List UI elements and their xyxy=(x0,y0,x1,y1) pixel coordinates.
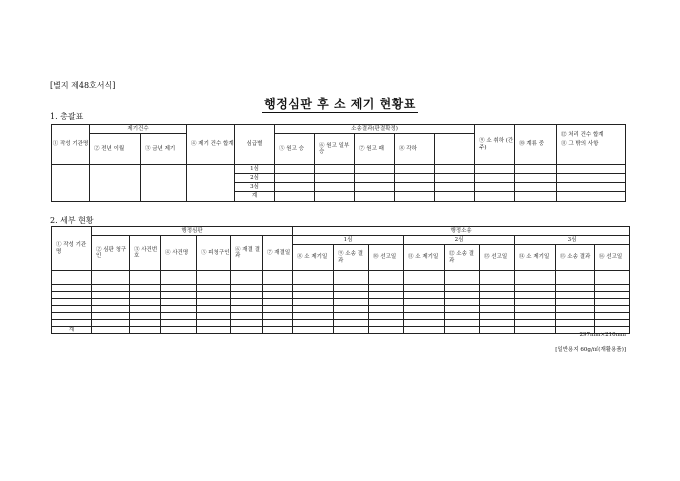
s1-header-prior-appeal: ② 전년 이월 xyxy=(90,134,141,165)
paper-size: 297mm×210mm xyxy=(579,332,626,338)
table-row xyxy=(52,285,630,292)
form-number: [별지 제48호서식] xyxy=(50,81,116,90)
table-cell xyxy=(293,292,334,299)
table-cell xyxy=(263,320,293,327)
s1-header-filed-group: 제기건수 xyxy=(90,125,187,134)
table-cell xyxy=(334,271,369,285)
s2-header-case-name: ④ 사건명 xyxy=(161,236,197,271)
table-cell xyxy=(369,327,404,334)
summary-table-body xyxy=(51,164,626,202)
table-cell xyxy=(161,306,197,313)
detail-table xyxy=(51,226,630,271)
table-cell xyxy=(293,320,334,327)
s1-header-plaintiff-win: ⑤ 원고 승 xyxy=(275,134,315,165)
s1-header-pending: ⑩ 계류 중 xyxy=(515,125,557,165)
table-cell xyxy=(263,313,293,320)
table-cell xyxy=(161,313,197,320)
table-cell xyxy=(480,271,515,285)
document-title xyxy=(0,95,680,112)
s1-cell xyxy=(275,183,315,192)
table-cell xyxy=(130,285,161,292)
s1-cell xyxy=(395,174,435,183)
table-cell xyxy=(231,313,263,320)
table-cell xyxy=(52,306,92,313)
s1-cell-newly-filed xyxy=(141,165,187,202)
s2-header-case-no: ③ 사건번호 xyxy=(130,236,161,271)
s1-cell xyxy=(435,192,475,202)
s1-header-total-filed: ④ 제기 건수 합계 xyxy=(187,125,235,165)
s1-cell-prior-appeal xyxy=(90,165,141,202)
table-cell xyxy=(92,299,130,306)
table-cell xyxy=(404,327,445,334)
table-cell xyxy=(92,327,130,334)
table-cell xyxy=(334,327,369,334)
table-cell xyxy=(595,313,630,320)
table-cell xyxy=(92,285,130,292)
s1-cell xyxy=(315,192,355,202)
detail-table-body xyxy=(51,270,630,334)
table-cell xyxy=(130,299,161,306)
s2-header-agency: ① 작성 기관명 xyxy=(52,227,92,271)
table-cell xyxy=(404,306,445,313)
s1-cell xyxy=(475,174,515,183)
table-cell xyxy=(52,299,92,306)
s1-level-2: 2심 xyxy=(235,174,275,183)
table-cell xyxy=(480,327,515,334)
s1-cell xyxy=(557,174,626,183)
s1-header-withdrawn: ⑨ 소 취하 (간주) xyxy=(475,125,515,165)
s1-cell xyxy=(435,174,475,183)
s2-header-filed-3: ⑭ 소 제기일 xyxy=(515,245,556,271)
table-cell xyxy=(480,313,515,320)
table-cell xyxy=(556,313,595,320)
table-cell xyxy=(263,285,293,292)
table-cell xyxy=(334,306,369,313)
table-cell xyxy=(445,320,480,327)
table-cell xyxy=(161,320,197,327)
s1-header-agency: ① 작성 기관명 xyxy=(52,125,90,165)
table-cell xyxy=(197,313,231,320)
s1-cell xyxy=(557,192,626,202)
s2-header-result-3: ⑮ 소송 결과 xyxy=(556,245,595,271)
table-cell xyxy=(515,271,556,285)
table-cell xyxy=(231,327,263,334)
table-cell xyxy=(556,292,595,299)
s1-level-1: 1심 xyxy=(235,165,275,174)
table-cell xyxy=(515,313,556,320)
s1-cell xyxy=(515,174,557,183)
table-cell xyxy=(263,292,293,299)
table-cell xyxy=(369,306,404,313)
table-cell xyxy=(231,292,263,299)
table-cell xyxy=(595,285,630,292)
s2-header-instance-1: 1심 xyxy=(293,236,404,245)
table-cell xyxy=(369,271,404,285)
s1-cell xyxy=(557,165,626,174)
table-cell xyxy=(515,320,556,327)
s2-header-instance-2: 2심 xyxy=(404,236,515,245)
section1-heading: 1. 총괄표 xyxy=(50,112,84,121)
s1-cell xyxy=(515,192,557,202)
s2-header-filed-2: ⑪ 소 제기일 xyxy=(404,245,445,271)
s1-cell xyxy=(355,192,395,202)
table-cell xyxy=(197,327,231,334)
table-cell xyxy=(231,320,263,327)
s2-header-respondent: ⑤ 피청구인 xyxy=(197,236,231,271)
table-cell xyxy=(445,299,480,306)
s1-cell xyxy=(275,174,315,183)
s1-cell xyxy=(395,183,435,192)
table-cell xyxy=(231,299,263,306)
table-cell xyxy=(263,306,293,313)
s1-level-3: 3심 xyxy=(235,183,275,192)
s1-cell xyxy=(315,174,355,183)
table-cell xyxy=(480,320,515,327)
table-cell xyxy=(445,306,480,313)
s1-header-processed-total: ⑫ 처리 건수 합계 xyxy=(561,132,604,138)
table-row xyxy=(52,306,630,313)
s1-cell xyxy=(435,183,475,192)
table-cell xyxy=(52,313,92,320)
table-cell xyxy=(404,292,445,299)
table-cell xyxy=(92,306,130,313)
s1-cell xyxy=(355,174,395,183)
table-cell xyxy=(595,292,630,299)
table-cell xyxy=(197,285,231,292)
table-cell xyxy=(293,313,334,320)
s1-cell xyxy=(475,183,515,192)
table-cell xyxy=(263,327,293,334)
table-cell xyxy=(369,292,404,299)
table-cell xyxy=(334,292,369,299)
s1-cell xyxy=(435,165,475,174)
s2-header-filed-1: ⑧ 소 제기일 xyxy=(293,245,334,271)
table-cell xyxy=(404,313,445,320)
s2-header-sentence-3: ⑯ 선고일 xyxy=(595,245,630,271)
table-cell xyxy=(480,285,515,292)
table-cell xyxy=(556,299,595,306)
table-cell xyxy=(92,271,130,285)
s2-header-sentence-2: ⑬ 선고일 xyxy=(480,245,515,271)
table-cell xyxy=(263,299,293,306)
table-cell xyxy=(334,299,369,306)
s2-header-instance-3: 3심 xyxy=(515,236,630,245)
s2-header-ruling-date: ⑦ 재결일 xyxy=(263,236,293,271)
s1-header-newly-filed: ③ 금년 제기 xyxy=(141,134,187,165)
table-cell xyxy=(197,306,231,313)
s2-header-result-1: ⑨ 소송 결과 xyxy=(334,245,369,271)
table-cell xyxy=(595,306,630,313)
table-cell xyxy=(52,320,92,327)
table-cell xyxy=(130,313,161,320)
table-cell xyxy=(293,285,334,292)
table-cell xyxy=(161,299,197,306)
s1-cell-agency xyxy=(52,165,90,202)
s1-header-dismissed: ⑧ 각하 xyxy=(395,134,435,165)
table-cell xyxy=(293,299,334,306)
s1-header-other: ⑪ 그 밖의 사항 xyxy=(557,125,626,165)
table-cell xyxy=(161,292,197,299)
table-cell xyxy=(293,271,334,285)
table-cell xyxy=(92,313,130,320)
table-cell xyxy=(263,271,293,285)
table-cell xyxy=(480,306,515,313)
table-cell xyxy=(293,327,334,334)
total-row xyxy=(52,327,630,334)
table-cell xyxy=(515,306,556,313)
s2-header-result-2: ⑫ 소송 결과 xyxy=(445,245,480,271)
paper-type: [일반용지 60g/㎡(재활용품)] xyxy=(555,347,626,353)
table-row xyxy=(52,299,630,306)
table-cell xyxy=(161,327,197,334)
table-cell xyxy=(556,271,595,285)
table-cell xyxy=(404,285,445,292)
s1-cell xyxy=(275,192,315,202)
table-cell xyxy=(92,320,130,327)
s1-header-plaintiff-loss: ⑦ 원고 패 xyxy=(355,134,395,165)
s1-cell xyxy=(515,183,557,192)
document-title-text: 행정심판 후 소 제기 현황표 xyxy=(264,97,416,111)
s2-header-admin-lawsuit-group: 행정소송 xyxy=(293,227,630,236)
table-row xyxy=(52,271,630,285)
table-cell xyxy=(595,299,630,306)
table-cell xyxy=(52,292,92,299)
table-cell xyxy=(161,285,197,292)
s1-cell xyxy=(395,192,435,202)
s1-cell xyxy=(275,165,315,174)
s1-header-spacer xyxy=(435,134,475,165)
table-cell xyxy=(161,271,197,285)
s1-cell-total-filed xyxy=(187,165,235,202)
table-cell xyxy=(130,292,161,299)
s1-header-lawsuit-result-group: 소송결과(판결확정) xyxy=(275,125,475,134)
table-cell xyxy=(231,306,263,313)
table-cell xyxy=(197,271,231,285)
table-cell xyxy=(334,320,369,327)
table-cell xyxy=(515,292,556,299)
table-cell xyxy=(445,327,480,334)
table-cell xyxy=(556,285,595,292)
s1-cell xyxy=(315,183,355,192)
table-cell xyxy=(130,327,161,334)
table-cell xyxy=(515,299,556,306)
table-cell xyxy=(556,306,595,313)
s1-cell xyxy=(315,165,355,174)
s1-cell xyxy=(355,183,395,192)
table-cell xyxy=(130,306,161,313)
table-cell xyxy=(404,299,445,306)
table-cell xyxy=(92,292,130,299)
table-cell xyxy=(404,271,445,285)
table-cell xyxy=(556,320,595,327)
s1-cell xyxy=(475,165,515,174)
table-cell xyxy=(130,271,161,285)
table-cell xyxy=(445,292,480,299)
table-cell xyxy=(369,313,404,320)
table-cell xyxy=(197,320,231,327)
s2-header-sentence-1: ⑩ 선고일 xyxy=(369,245,404,271)
s1-level-total: 계 xyxy=(235,192,275,202)
s1-cell xyxy=(475,192,515,202)
table-cell xyxy=(231,285,263,292)
table-cell xyxy=(130,320,161,327)
table-cell xyxy=(595,320,630,327)
section2-heading: 2. 세부 현황 xyxy=(50,216,94,225)
table-cell xyxy=(480,292,515,299)
s2-header-claimant: ② 심판 청구인 xyxy=(92,236,130,271)
table-cell xyxy=(445,285,480,292)
s1-cell xyxy=(515,165,557,174)
table-cell xyxy=(404,320,445,327)
s1-cell xyxy=(355,165,395,174)
s1-header-level: 심급별 xyxy=(235,125,275,165)
table-cell xyxy=(334,285,369,292)
table-cell xyxy=(445,271,480,285)
s1-cell xyxy=(557,183,626,192)
table-cell xyxy=(231,271,263,285)
table-cell xyxy=(595,271,630,285)
table-row xyxy=(52,313,630,320)
table-cell xyxy=(515,285,556,292)
total-label: 계 xyxy=(52,327,92,334)
s2-header-ruling-result: ⑥ 재결 결과 xyxy=(231,236,263,271)
s2-header-admin-appeal-group: 행정심판 xyxy=(92,227,293,236)
table-cell xyxy=(445,313,480,320)
table-row xyxy=(52,292,630,299)
table-cell xyxy=(480,299,515,306)
table-cell xyxy=(369,299,404,306)
table-cell xyxy=(369,285,404,292)
table-cell xyxy=(515,327,556,334)
s1-header-partial-win: ⑥ 원고 일부승 xyxy=(315,134,355,165)
table-cell xyxy=(52,285,92,292)
table-cell xyxy=(334,313,369,320)
table-cell xyxy=(52,271,92,285)
table-cell xyxy=(197,292,231,299)
s1-cell xyxy=(395,165,435,174)
table-row xyxy=(52,320,630,327)
table-cell xyxy=(293,306,334,313)
table-cell xyxy=(369,320,404,327)
table-cell xyxy=(197,299,231,306)
summary-table xyxy=(51,124,626,165)
